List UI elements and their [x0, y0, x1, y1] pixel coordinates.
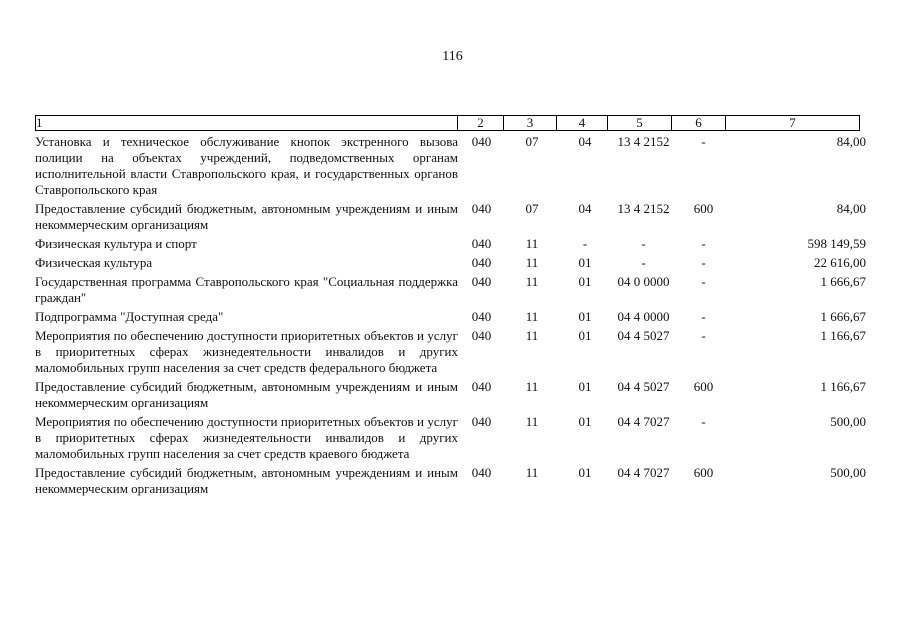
row-section: 11 [525, 465, 539, 480]
row-ministry: 040 [471, 309, 492, 324]
row-name: Физическая культура [35, 255, 153, 270]
table-header [35, 115, 866, 131]
table-row [35, 236, 866, 252]
row-ministry: 040 [471, 379, 492, 394]
header-col-6: 6 [671, 115, 726, 131]
header-col-3: 3 [503, 115, 557, 131]
table-row [35, 414, 866, 462]
row-target: 13 4 2152 [617, 201, 670, 216]
row-name: Предоставление субсидий бюджетным, автономным учреждениям и иным некоммерческим организациям [35, 379, 458, 410]
row-subsection: - [582, 236, 588, 251]
row-subsection: 01 [578, 465, 592, 480]
row-subsection: 04 [578, 134, 592, 149]
row-amount: 598 149,59 [807, 236, 866, 251]
row-amount: 84,00 [836, 201, 866, 216]
row-target: 04 4 0000 [617, 309, 670, 324]
row-target: 04 4 7027 [617, 414, 670, 429]
row-name: Мероприятия по обеспечению доступности приоритетных объектов и услуг в приоритетных сферах жизнедеятельности инвалидов и других маломобильных групп населения за счет средств краевого бюджета [35, 414, 458, 461]
row-subsection: 01 [578, 379, 592, 394]
row-amount: 1 166,67 [820, 379, 866, 394]
row-type: - [701, 414, 706, 429]
row-section: 11 [525, 274, 539, 289]
row-subsection: 01 [578, 328, 592, 343]
budget-table [35, 115, 866, 497]
header-col-4: 4 [556, 115, 608, 131]
row-ministry: 040 [471, 414, 492, 429]
table-row [35, 328, 866, 376]
row-name: Предоставление субсидий бюджетным, автономным учреждениям и иным некоммерческим организациям [35, 201, 458, 232]
row-type: 600 [693, 465, 714, 480]
row-name: Физическая культура и спорт [35, 236, 197, 251]
row-name: Установка и техническое обслуживание кнопок экстренного вызова полиции на объектах учреждений, подведомственных органам исполнительной власти Ставропольского края, и государственных органов Ставропольского края [35, 134, 458, 197]
header-col-5: 5 [607, 115, 672, 131]
row-target: - [641, 236, 646, 251]
row-ministry: 040 [471, 328, 492, 343]
row-type: 600 [693, 379, 714, 394]
row-section: 11 [525, 309, 539, 324]
row-ministry: 040 [471, 274, 492, 289]
row-type: 600 [693, 201, 714, 216]
row-ministry: 040 [471, 255, 492, 270]
row-section: 11 [525, 379, 539, 394]
row-target: - [641, 255, 646, 270]
table-row [35, 309, 866, 325]
table-body [35, 134, 866, 497]
page-number: 116 [442, 49, 463, 64]
row-section: 07 [525, 201, 539, 216]
row-ministry: 040 [471, 236, 492, 251]
row-amount: 500,00 [830, 465, 866, 480]
table-row [35, 201, 866, 233]
table-row [35, 379, 866, 411]
row-type: - [701, 236, 706, 251]
row-amount: 84,00 [836, 134, 866, 149]
row-type: - [701, 255, 706, 270]
row-target: 13 4 2152 [617, 134, 670, 149]
row-subsection: 01 [578, 414, 592, 429]
row-section: 11 [525, 236, 539, 251]
row-section: 11 [525, 414, 539, 429]
table-row [35, 134, 866, 198]
header-col-7: 7 [725, 115, 860, 131]
row-section: 07 [525, 134, 539, 149]
row-subsection: 01 [578, 309, 592, 324]
header-col-2: 2 [457, 115, 504, 131]
row-type: - [701, 328, 706, 343]
row-ministry: 040 [471, 134, 492, 149]
row-name: Мероприятия по обеспечению доступности приоритетных объектов и услуг в приоритетных сферах жизнедеятельности инвалидов и других маломобильных групп населения за счет средств федерального бюджета [35, 328, 458, 375]
row-type: - [701, 274, 706, 289]
row-subsection: 01 [578, 255, 592, 270]
row-target: 04 4 5027 [617, 328, 670, 343]
row-target: 04 4 5027 [617, 379, 670, 394]
row-amount: 1 666,67 [820, 309, 866, 324]
row-ministry: 040 [471, 465, 492, 480]
row-type: - [701, 309, 706, 324]
header-col-1: 1 [35, 115, 458, 131]
row-amount: 22 616,00 [814, 255, 866, 270]
row-section: 11 [525, 255, 539, 270]
row-subsection: 01 [578, 274, 592, 289]
row-subsection: 04 [578, 201, 592, 216]
row-ministry: 040 [471, 201, 492, 216]
row-amount: 1 666,67 [820, 274, 866, 289]
row-target: 04 4 7027 [617, 465, 670, 480]
table-row [35, 274, 866, 306]
row-name: Государственная программа Ставропольского края "Социальная поддержка граждан" [35, 274, 458, 305]
row-name: Подпрограмма "Доступная среда" [35, 309, 224, 324]
row-name: Предоставление субсидий бюджетным, автономным учреждениям и иным некоммерческим организациям [35, 465, 458, 496]
table-row [35, 255, 866, 271]
row-target: 04 0 0000 [617, 274, 670, 289]
row-section: 11 [525, 328, 539, 343]
row-amount: 1 166,67 [820, 328, 866, 343]
row-amount: 500,00 [830, 414, 866, 429]
row-type: - [701, 134, 706, 149]
table-row [35, 465, 866, 497]
